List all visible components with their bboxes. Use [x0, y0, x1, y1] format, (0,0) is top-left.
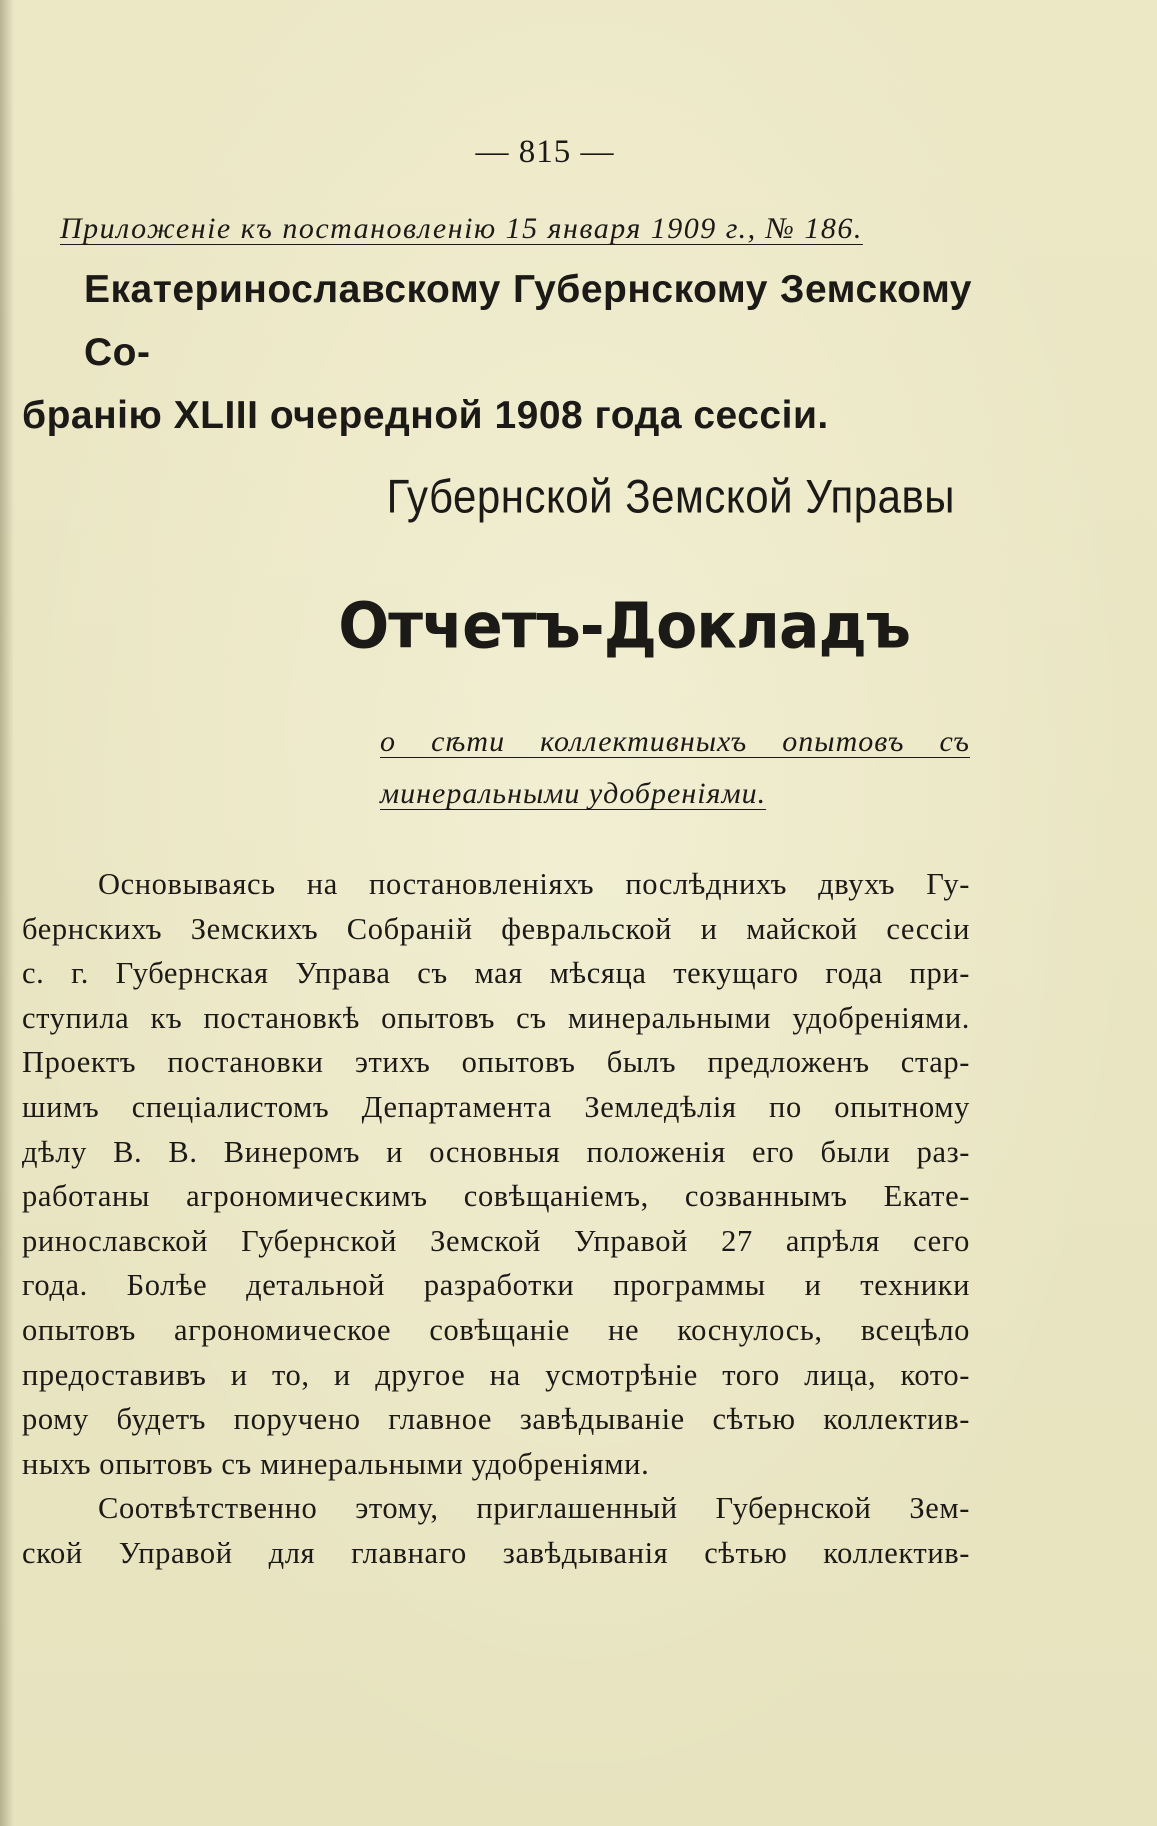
subtitle-line-2: минеральными удобренiями.: [380, 777, 767, 810]
body-line: работаны агрономическимъ совѣщанiемъ, созваннымъ Екате-: [22, 1179, 970, 1214]
body-line: Проектъ постановки этихъ опытовъ былъ предложенъ стар-: [22, 1045, 970, 1080]
appendix-line: Приложенiе къ постановленiю 15 января 1909 г., № 186.: [60, 212, 863, 245]
body-line: ской Управой для главнаго завѣдыванiя сѣтью коллектив-: [22, 1535, 970, 1570]
body-line: рому будетъ поручено главное завѣдыванiе сѣтью коллектив-: [22, 1402, 970, 1437]
body-line: опытовъ агрономическое совѣщанiе не коснулось, всецѣло: [22, 1312, 970, 1347]
assembly-heading-line-1: Екатеринославскому Губернскому Земскому Со-: [84, 268, 972, 374]
page-number: — 815 —: [475, 134, 615, 170]
body-line: года. Болѣе детальной разработки программы и техники: [22, 1268, 970, 1303]
report-title: Отчетъ-Докладъ: [338, 590, 910, 664]
assembly-heading: [22, 258, 972, 447]
body-line: Соотвѣтственно этому, приглашенный Губернской Зем-: [98, 1491, 970, 1526]
assembly-heading-line-2: бранiю XLIII очередной 1908 года сессiи.: [22, 394, 829, 437]
body-line: предоставивъ и то, и другое на усмотрѣнiе того лица, кото-: [22, 1357, 970, 1392]
body-text: [22, 862, 970, 1576]
body-line: ступила къ постановкѣ опытовъ съ минеральными удобренiями.: [22, 1000, 970, 1035]
body-line: Основываясь на постановленiяхъ послѣднихъ двухъ Гу-: [98, 867, 970, 901]
body-line: дѣлу В. В. Винеромъ и основныя положенiя его были раз-: [22, 1134, 970, 1169]
body-line: бернскихъ Земскихъ Собранiй февральской и майской сессiи: [22, 911, 970, 946]
board-heading: Губернской Земской Управы: [386, 470, 955, 523]
body-line: ринославской Губернской Земской Управой 27 апрѣля сего: [22, 1223, 970, 1258]
body-line: ныхъ опытовъ съ минеральными удобренiями.: [22, 1446, 650, 1481]
body-line: с. г. Губернская Управа съ мая мѣсяца текущаго года при-: [22, 956, 970, 991]
report-subtitle: [380, 716, 970, 820]
page-edge-shadow: [0, 0, 14, 1826]
subtitle-line-1: о сѣти коллективныхъ опытовъ съ: [380, 725, 970, 758]
body-line: шимъ спецiалистомъ Департамента Земледѣлiя по опытному: [22, 1089, 970, 1124]
